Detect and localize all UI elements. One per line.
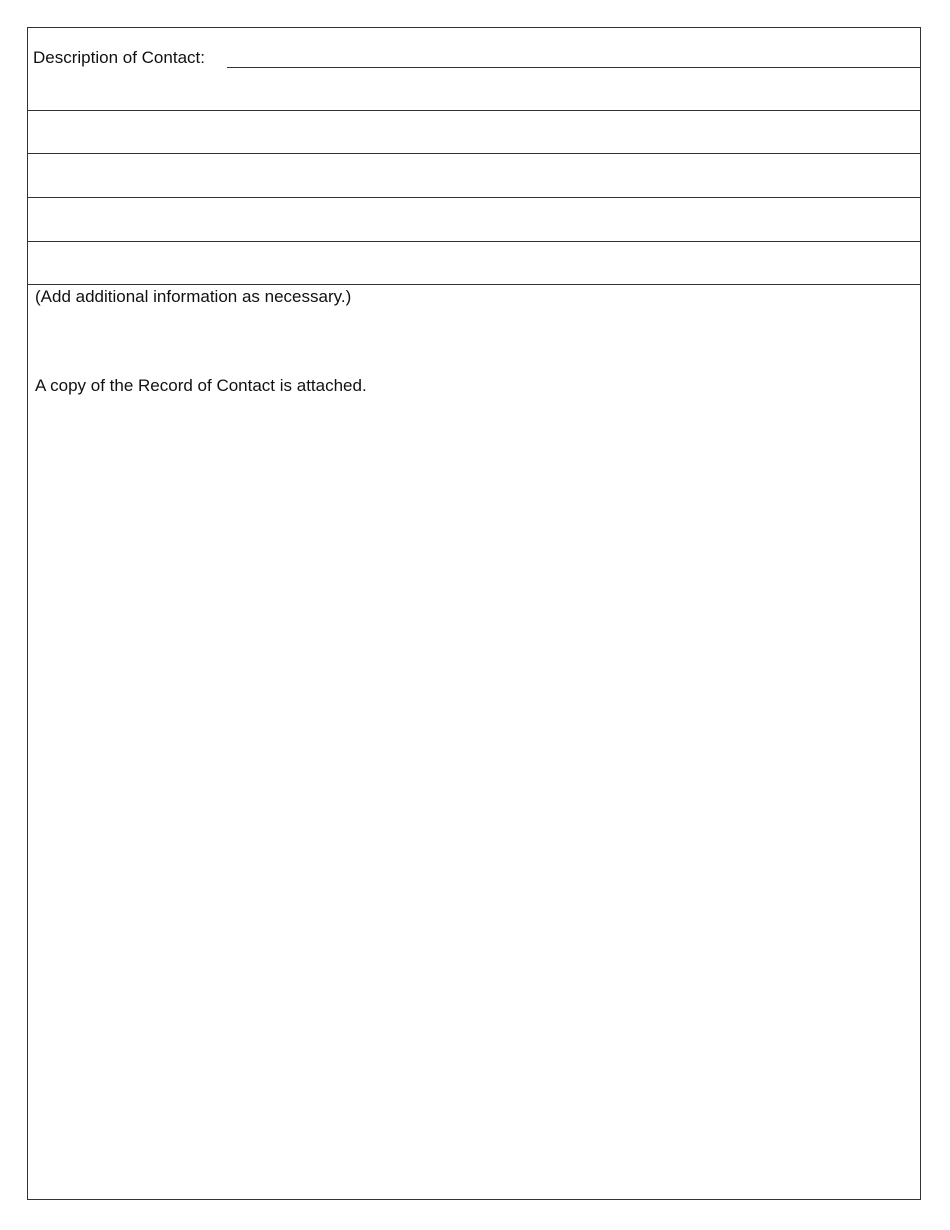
description-line-2[interactable] [28,153,920,154]
description-line-4[interactable] [28,241,920,242]
description-line-3[interactable] [28,197,920,198]
description-label: Description of Contact: [33,48,205,67]
description-line-5[interactable] [28,284,920,285]
attachment-statement: A copy of the Record of Contact is attached. [35,376,367,395]
description-field[interactable] [227,67,920,68]
description-row [28,28,920,68]
description-line-1[interactable] [28,110,920,111]
form-frame [27,27,921,1200]
additional-info-note: (Add additional information as necessary.) [35,287,352,306]
